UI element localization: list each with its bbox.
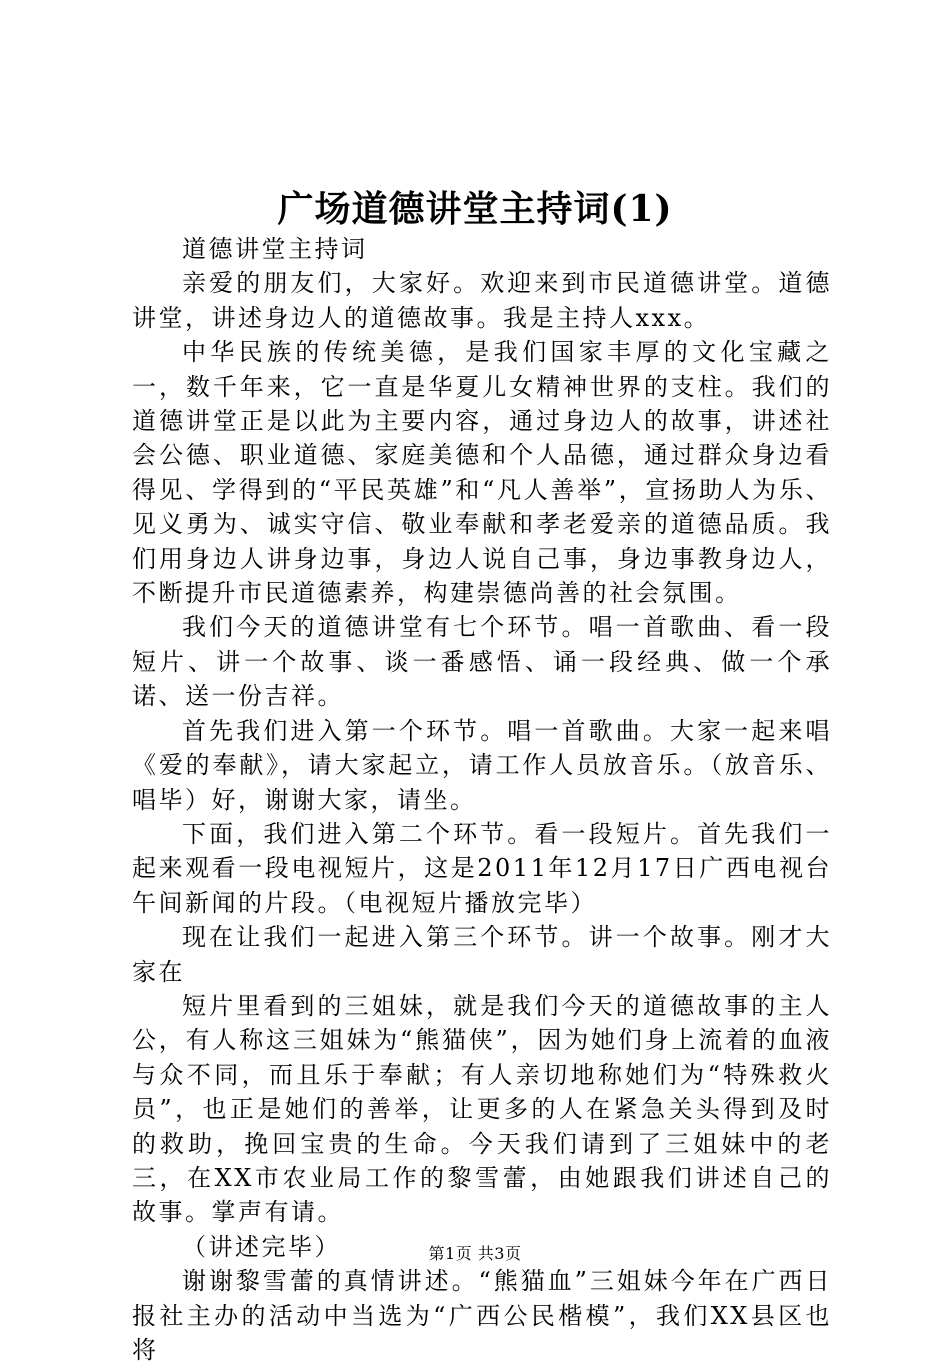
paragraph: 谢谢黎雪蕾的真情讲述。“熊猫血”三姐妹今年在广西日报社主办的活动中当选为“广西公民楷模”，我们XX县区也将 [132, 1267, 832, 1364]
paragraph: 下面，我们进入第二个环节。看一段短片。首先我们一起来观看一段电视短片，这是2011年12月17日广西电视台午间新闻的片段。（电视短片播放完毕） [132, 819, 832, 917]
page-number-footer: 第1页 共3页 [428, 1244, 522, 1263]
paragraph-subtitle: 道德讲堂主持词 [182, 235, 368, 263]
paragraph: 中华民族的传统美德，是我们国家丰厚的文化宝藏之一，数千年来，它一直是华夏儿女精神世界的支柱。我们的道德讲堂正是以此为主要内容，通过身边人的故事，讲述社会公德、职业道德、家庭美德和个人品德，通过群众身边看得见、学得到的“平民英雄”和“凡人善举”，宣扬助人为乐、见义勇为、诚实守信、敬业奉献和孝老爱亲的道德品质。我们用身边人讲身边事，身边人说自己事，身边事教身边人，不断提升市民道德素养，构建崇德尚善的社会氛围。 [132, 338, 832, 608]
paragraph: 现在让我们一起进入第三个环节。讲一个故事。刚才大家在 [132, 923, 832, 986]
paragraph: 亲爱的朋友们，大家好。欢迎来到市民道德讲堂。道德讲堂，讲述身边人的道德故事。我是主持人xxx。 [132, 269, 832, 332]
paragraph: 短片里看到的三姐妹，就是我们今天的道德故事的主人公，有人称这三姐妹为“熊猫侠”，因为她们身上流着的血液与众不同，而且乐于奉献；有人亲切地称她们为“特殊救火员”，也正是她们的善举，让更多的人在紧急关头得到及时的救助，挽回宝贵的生命。今天我们请到了三姐妹中的老三，在XX市农业局工作的黎雪蕾，由她跟我们讲述自己的故事。掌声有请。 [132, 991, 832, 1227]
document-body [132, 232, 832, 1367]
paragraph: 我们今天的道德讲堂有七个环节。唱一首歌曲、看一段短片、讲一个故事、谈一番感悟、诵一段经典、做一个承诺、送一份吉祥。 [132, 613, 832, 711]
paragraph: （讲述完毕） [182, 1232, 341, 1261]
document-title: 广场道德讲堂主持词(1) [277, 188, 673, 230]
paragraph: 首先我们进入第一个环节。唱一首歌曲。大家一起来唱《爱的奉献》，请大家起立，请工作人员放音乐。（放音乐、唱毕）好，谢谢大家，请坐。 [132, 716, 832, 814]
